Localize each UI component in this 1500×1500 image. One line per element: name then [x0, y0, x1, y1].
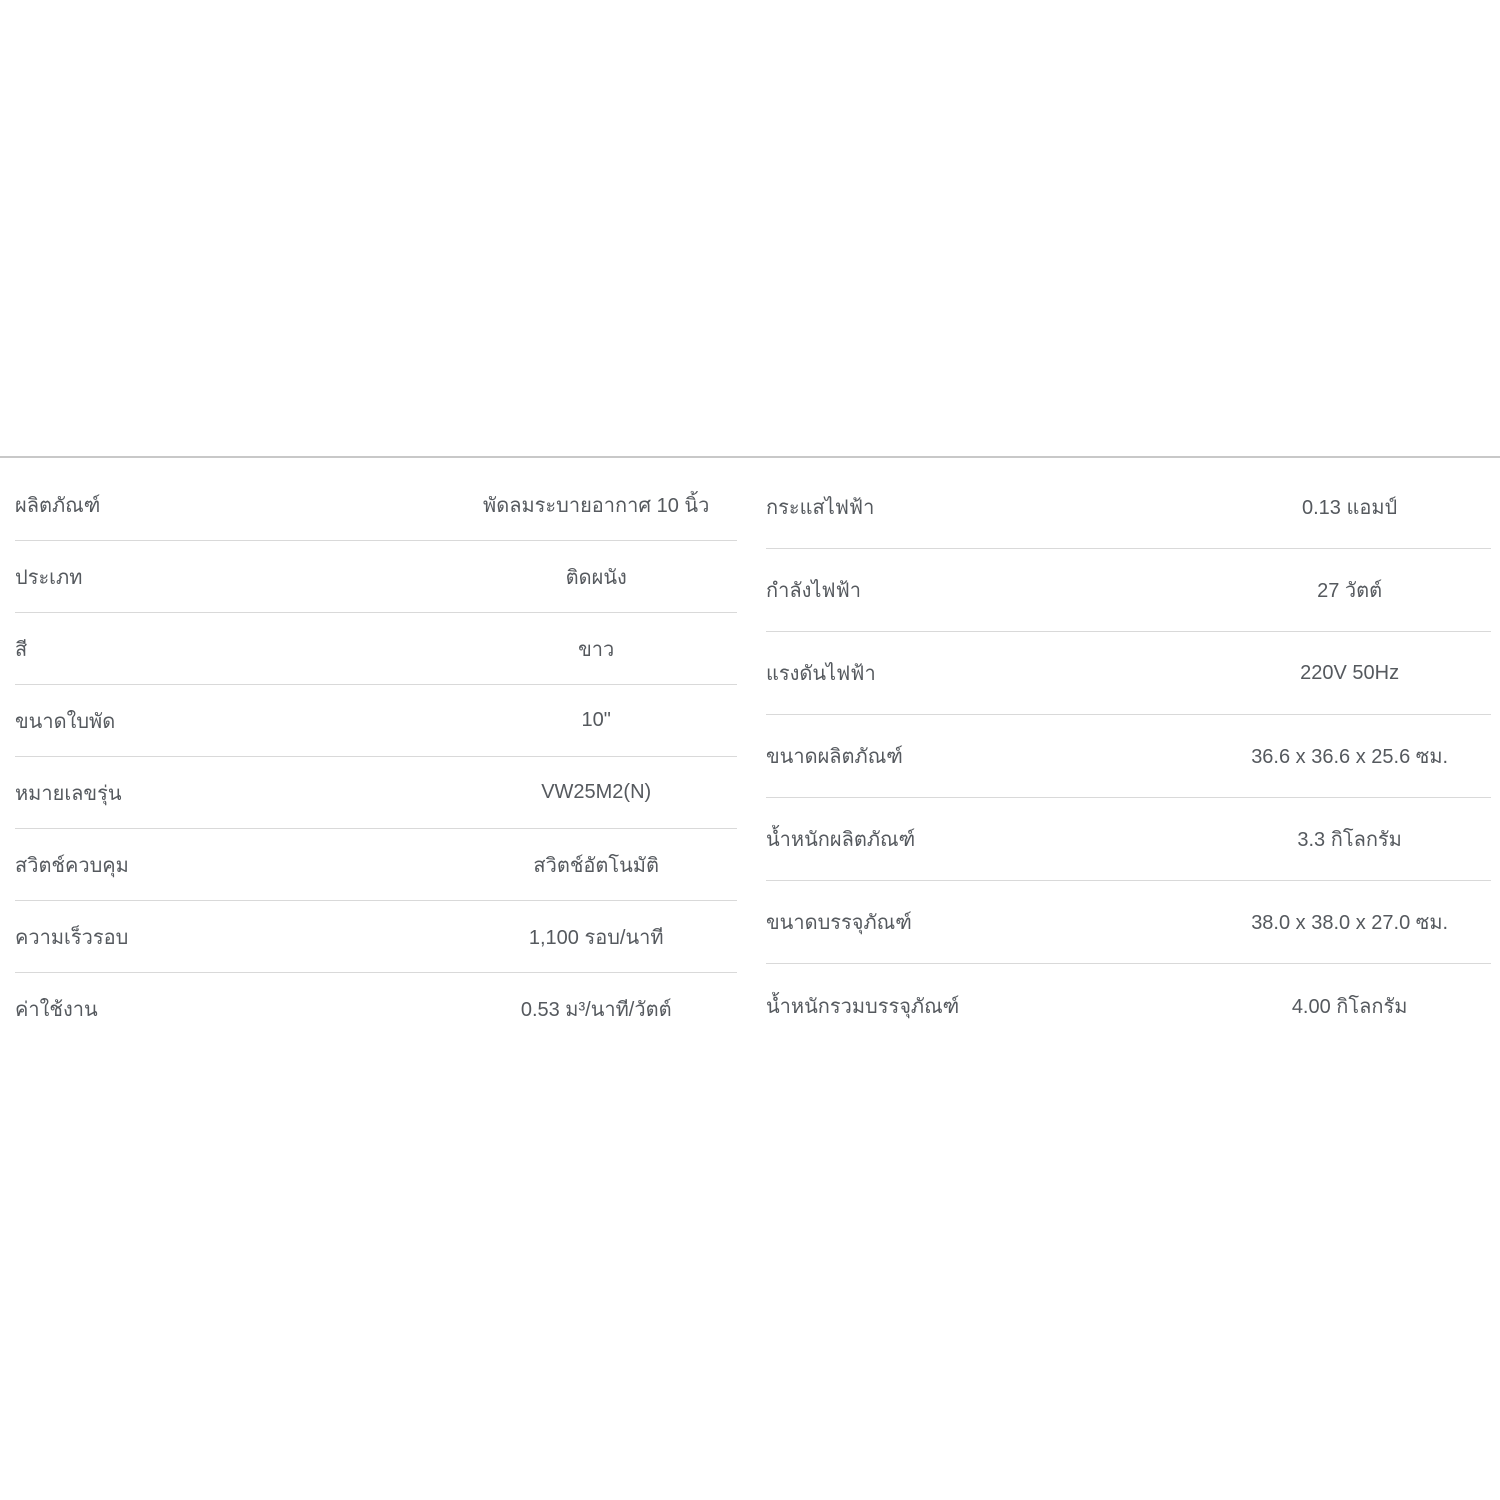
spec-row-product-weight — [766, 798, 1491, 881]
spec-label-blade-size: ขนาดใบพัด — [15, 710, 116, 733]
spec-label-product-weight: น้ำหนักผลิตภัณฑ์ — [766, 829, 916, 851]
spec-row-product-dimensions — [766, 715, 1491, 798]
spec-value-blade-size: 10" — [581, 709, 611, 731]
spec-label-color: สี — [15, 638, 28, 661]
spec-label-voltage: แรงดันไฟฟ้า — [766, 663, 876, 685]
spec-value-color: ขาว — [578, 638, 615, 661]
spec-value-power: 27 วัตต์ — [1317, 580, 1383, 602]
spec-label-gross-weight: น้ำหนักรวมบรรจุภัณฑ์ — [766, 995, 960, 1018]
spec-label-current: กระแสไฟฟ้า — [766, 497, 875, 519]
spec-row-rotation-speed — [15, 901, 737, 973]
spec-row-product — [15, 469, 737, 541]
section-top-divider — [0, 456, 1500, 458]
spec-value-product-dimensions: 36.6 x 36.6 x 25.6 ซม. — [1251, 746, 1449, 768]
spec-row-current — [766, 466, 1491, 549]
spec-label-air-performance: ค่าใช้งาน — [15, 999, 98, 1021]
spec-row-type — [15, 541, 737, 613]
spec-value-air-performance: 0.53 ม³/นาที/วัตต์ — [520, 999, 672, 1021]
spec-row-model-number — [15, 757, 737, 829]
spec-value-product-weight: 3.3 กิโลกรัม — [1297, 829, 1402, 851]
spec-column-right — [766, 466, 1491, 1047]
spec-value-type: ติดผนัง — [565, 566, 627, 589]
spec-row-blade-size — [15, 685, 737, 757]
spec-label-product: ผลิตภัณฑ์ — [15, 494, 101, 517]
spec-value-control-switch: สวิตช์อัตโนมัติ — [533, 854, 659, 877]
spec-value-voltage: 220V 50Hz — [1300, 661, 1400, 684]
spec-label-model-number: หมายเลขรุ่น — [15, 782, 122, 805]
spec-label-product-dimensions: ขนาดผลิตภัณฑ์ — [766, 746, 903, 768]
spec-value-gross-weight: 4.00 กิโลกรัม — [1291, 995, 1408, 1018]
spec-row-package-dimensions — [766, 881, 1491, 964]
spec-row-gross-weight — [766, 964, 1491, 1047]
spec-label-package-dimensions: ขนาดบรรจุภัณฑ์ — [766, 912, 912, 934]
spec-label-type: ประเภท — [15, 566, 83, 589]
spec-row-power — [766, 549, 1491, 632]
spec-label-power: กำลังไฟฟ้า — [766, 580, 861, 602]
spec-row-voltage — [766, 632, 1491, 715]
spec-row-air-performance — [15, 973, 737, 1045]
spec-value-package-dimensions: 38.0 x 38.0 x 27.0 ซม. — [1251, 912, 1449, 934]
spec-value-rotation-speed: 1,100 รอบ/นาที — [528, 926, 664, 949]
spec-label-rotation-speed: ความเร็วรอบ — [15, 926, 129, 949]
spec-value-model-number: VW25M2(N) — [541, 781, 652, 803]
spec-column-left — [15, 469, 737, 1045]
spec-row-control-switch — [15, 829, 737, 901]
spec-value-current: 0.13 แอมป์ — [1301, 497, 1398, 519]
spec-value-product: พัดลมระบายอากาศ 10 นิ้ว — [483, 494, 710, 517]
spec-row-color — [15, 613, 737, 685]
spec-label-control-switch: สวิตช์ควบคุม — [15, 854, 129, 877]
